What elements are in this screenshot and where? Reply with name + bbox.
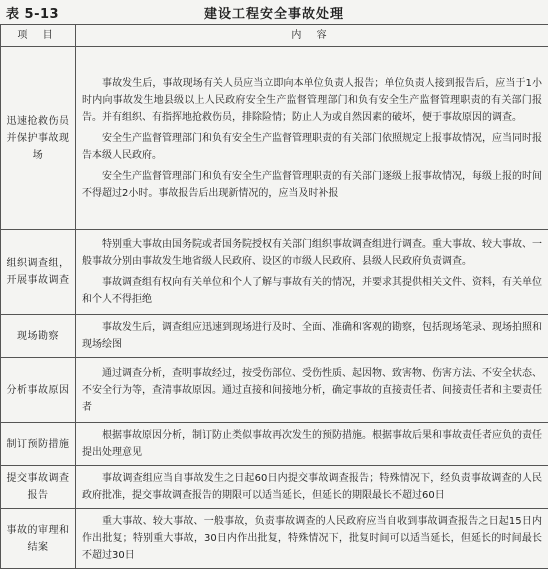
row-item: 迅速抢救伤员并保护事故现场 [1,47,76,230]
table-header-row [1,25,548,47]
row-content [76,47,548,230]
row-item: 提交事故调查报告 [1,466,76,509]
row-item: 分析事故原因 [1,358,76,423]
table-row [1,509,548,569]
table-row [1,47,548,230]
header-content: 内 容 [76,25,548,47]
row-paragraph: 重大事故、较大事故、一般事故，负责事故调查的人民政府应当自收到事故调查报告之日起15日内作出批复；特别重大事故，30日内作出批复，特殊情况下，批复时间可以适当延长，但延长的时间最长不超过30日 [82,513,542,564]
table-row [1,423,548,466]
row-item: 组织调查组，开展事故调查 [1,230,76,315]
row-content [76,315,548,358]
row-content [76,509,548,569]
table-caption [0,0,548,22]
row-paragraph: 事故调查组应当自事故发生之日起60日内提交事故调查报告；特殊情况下，经负责事故调查的人民政府批准，提交事故调查报告的期限可以适当延长，但延长的期限最长不超过60日 [82,470,542,504]
header-item: 项 目 [1,25,76,47]
table-row [1,315,548,358]
row-content [76,358,548,423]
row-item: 制订预防措施 [1,423,76,466]
table-row [1,466,548,509]
row-paragraph: 事故发生后，事故现场有关人员应当立即向本单位负责人报告；单位负责人接到报告后，应当于1小时内向事故发生地县级以上人民政府安全生产监督管理部门和负有安全生产监督管理职责的有关部门报告。并有组织、有指挥地抢救伤员，排除险情；防止人为或自然因素的破坏，便于事故原因的调查。 [82,75,542,126]
row-paragraph: 事故发生后，调查组应迅速到现场进行及时、全面、准确和客观的勘察，包括现场笔录、现场拍照和现场绘图 [82,319,542,353]
table-title: 建设工程安全事故处理 [0,3,548,22]
table-number: 表 5-13 [6,3,59,22]
row-item: 现场勘察 [1,315,76,358]
row-paragraph: 通过调查分析，查明事故经过，按受伤部位、受伤性质、起因物、致害物、伤害方法、不安全状态、不安全行为等，查清事故原因。通过直接和间接地分析，确定事故的直接责任者、间接责任者和主要责任者 [82,365,542,416]
row-content [76,423,548,466]
row-paragraph: 安全生产监督管理部门和负有安全生产监督管理职责的有关部门依照规定上报事故情况，应当同时报告本级人民政府。 [82,130,542,164]
table-row [1,230,548,315]
row-paragraph: 安全生产监督管理部门和负有安全生产监督管理职责的有关部门逐级上报事故情况，每级上报的时间不得超过2小时。事故报告后出现新情况的，应当及时补报 [82,168,542,202]
row-content [76,466,548,509]
row-content [76,230,548,315]
row-paragraph: 特别重大事故由国务院或者国务院授权有关部门组织事故调查组进行调查。重大事故、较大事故、一般事故分别由事故发生地省级人民政府、设区的市级人民政府、县级人民政府负责调查。 [82,236,542,270]
table-row [1,358,548,423]
row-item: 事故的审理和结案 [1,509,76,569]
row-paragraph: 根据事故原因分析，制订防止类似事故再次发生的预防措施。根据事故后果和事故责任者应负的责任提出处理意见 [82,427,542,461]
safety-accident-table [0,24,548,569]
row-paragraph: 事故调查组有权向有关单位和个人了解与事故有关的情况，并要求其提供相关文件、资料，有关单位和个人不得拒绝 [82,274,542,308]
